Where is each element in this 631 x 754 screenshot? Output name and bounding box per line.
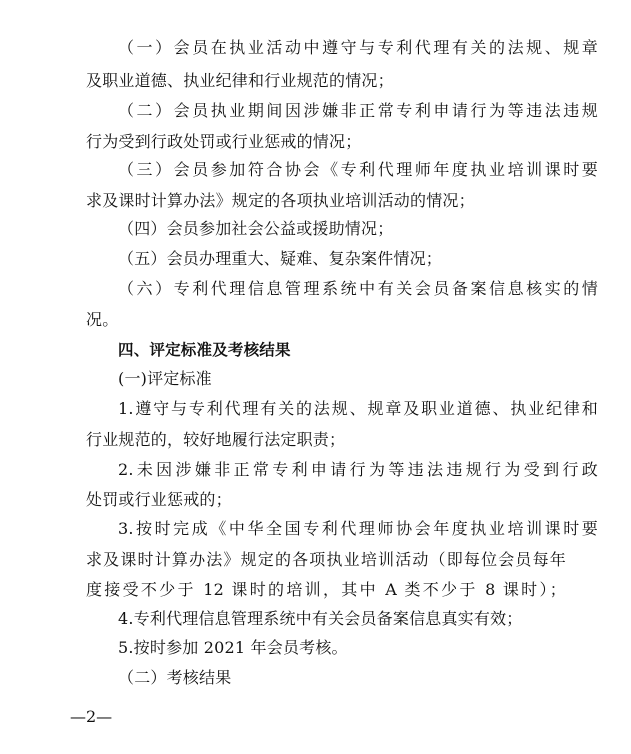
subsection-heading-1: (一)评定标准 [118, 369, 212, 388]
item-6-line-1: （六）专利代理信息管理系统中有关会员备案信息核实的情 [118, 279, 598, 298]
section-heading: 四、评定标准及考核结果 [118, 341, 291, 359]
criterion-4: 4.专利代理信息管理系统中有关会员备案信息真实有效； [118, 609, 523, 628]
item-2-line-1: （二）会员执业期间因涉嫌非正常专利申请行为等违法违规 [118, 101, 598, 120]
item-5: （五）会员办理重大、疑难、复杂案件情况； [118, 249, 443, 268]
subsection-heading-2: （二）考核结果 [118, 668, 232, 687]
criterion-3-line-3: 度接受不少于 12 课时的培训，其中 A 类不少于 8 课时）； [86, 580, 566, 599]
criterion-1-line-1: 1.遵守与专利代理有关的法规、规章及职业道德、执业纪律和 [118, 399, 598, 418]
criterion-2-line-1: 2.未因涉嫌非正常专利申请行为等违法违规行为受到行政 [118, 460, 598, 479]
criterion-1-line-2: 行业规范的，较好地履行法定职责； [86, 430, 346, 449]
item-1-line-2: 及职业道德、执业纪律和行业规范的情况； [86, 71, 394, 90]
item-3-line-2: 求及课时计算办法》规定的各项执业培训活动的情况； [86, 191, 475, 210]
item-6-line-2: 况。 [86, 310, 119, 329]
item-4: （四）会员参加社会公益或援助情况； [118, 219, 394, 238]
criterion-3-line-1: 3.按时完成《中华全国专利代理师协会年度执业培训课时要 [118, 519, 598, 538]
item-1-line-1: （一）会员在执业活动中遵守与专利代理有关的法规、规章 [118, 38, 598, 57]
criterion-2-line-2: 处罚或行业惩戒的； [86, 490, 232, 509]
page-number: —2— [70, 707, 113, 726]
criterion-3-line-2: 求及课时计算办法》规定的各项执业培训活动（即每位会员每年 [86, 550, 566, 569]
criterion-5: 5.按时参加 2021 年会员考核。 [118, 638, 348, 657]
item-2-line-2: 行为受到行政处罚或行业惩戒的情况； [86, 132, 362, 151]
item-3-line-1: （三）会员参加符合协会《专利代理师年度执业培训课时要 [118, 160, 598, 179]
